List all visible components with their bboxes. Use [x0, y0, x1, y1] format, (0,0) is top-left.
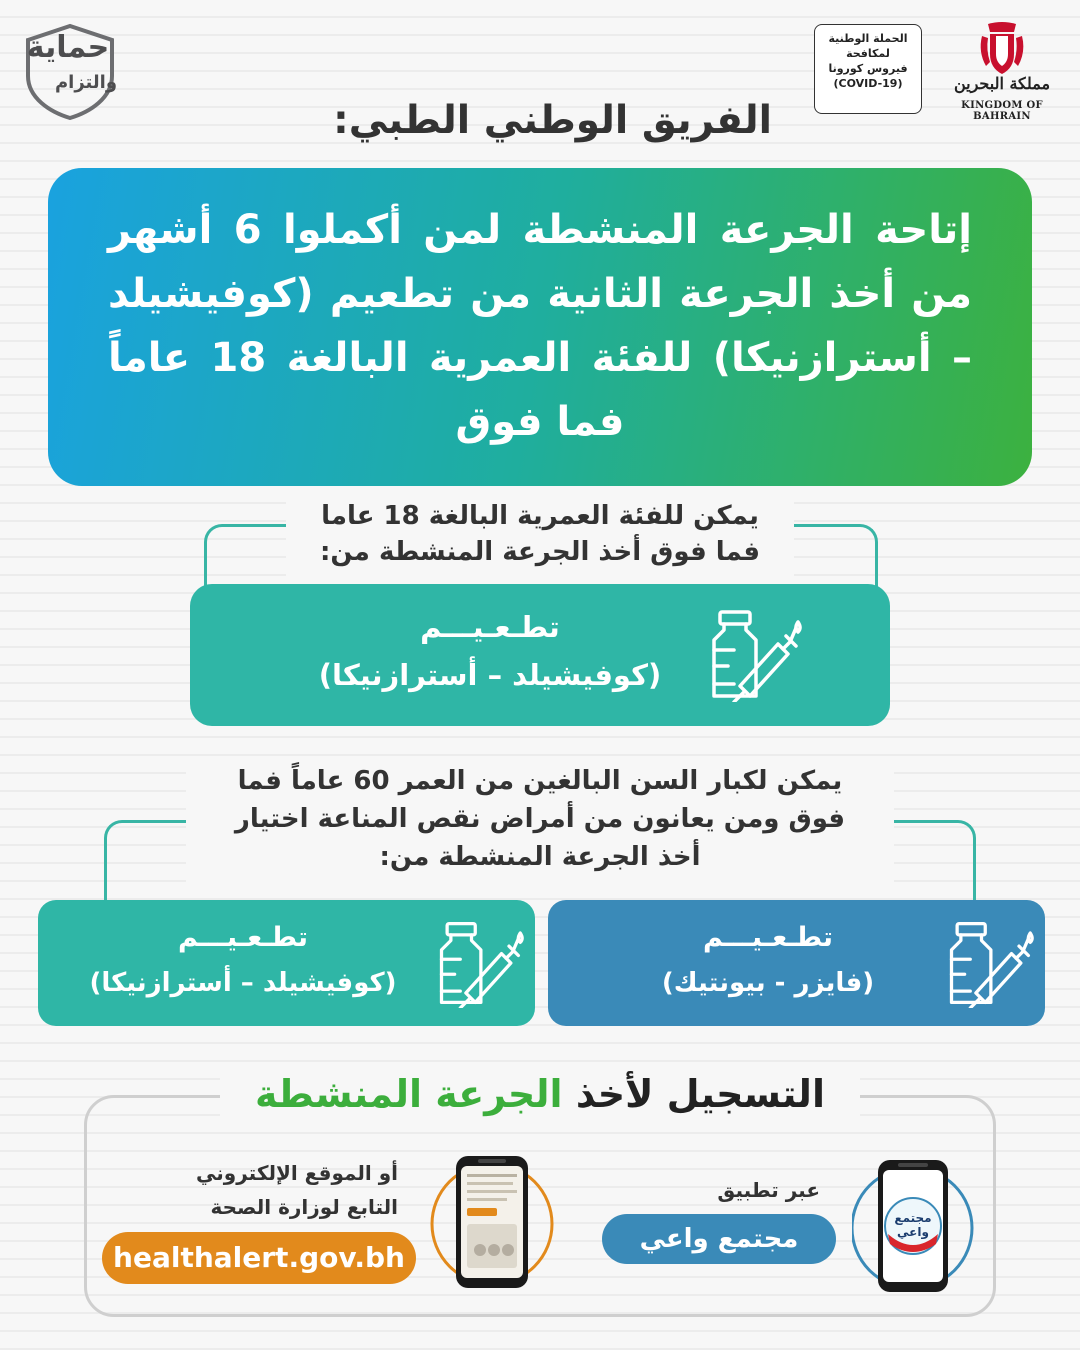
vaccine-card-astrazeneca — [38, 900, 535, 1026]
kingdom-name-ar: مملكة البحرين — [953, 74, 1051, 93]
website-label — [150, 1156, 398, 1224]
kingdom-name-en: KINGDOM OF BAHRAIN — [961, 100, 1043, 122]
group2-label-line: فوق ومن يعانون من أمراض نقص المناعة اختيار — [234, 804, 846, 834]
app-logo-text: مجتمع — [894, 1211, 932, 1225]
brand-tagline: والتزام — [54, 72, 118, 93]
vaccine-card-astrazeneca — [190, 584, 890, 726]
hero-text: إتاحة الجرعة المنشطة لمن أكملوا 6 أشهر من أخذ الجرعة الثانية من تطعيم (كوفيشيلد – أسترازنيكا) للفئة العمرية البالغة 18 عاماً فما فوق — [108, 207, 973, 445]
campaign-line: (COVID-19) — [833, 77, 903, 90]
kingdom-logo — [936, 22, 1068, 122]
brand-name: حماية — [26, 30, 110, 65]
group2-label-line: أخذ الجرعة المنشطة من: — [379, 842, 701, 872]
vaccine-card-name: (كوفيشيلد – أسترازنيكا) — [89, 968, 397, 998]
phone-icon — [430, 1152, 560, 1288]
website-link[interactable]: healthalert.gov.bh — [102, 1232, 416, 1284]
vaccine-card-name: (كوفيشيلد – أسترازنيكا) — [318, 658, 662, 692]
website-label-line: أو الموقع الإلكتروني — [196, 1161, 398, 1185]
website-label-line: التابع لوزارة الصحة — [210, 1195, 398, 1219]
registration-title-green: الجرعة المنشطة — [255, 1072, 563, 1116]
brand-logo — [20, 20, 120, 120]
app-logo-text: واعي — [897, 1225, 929, 1239]
campaign-line: الحملة الوطنية — [828, 32, 908, 45]
page-title: الفريق الوطني الطبي: — [333, 98, 772, 143]
campaign-badge — [814, 24, 922, 114]
registration-title-dark: التسجيل لأخذ — [575, 1072, 825, 1116]
bahrain-emblem-icon — [978, 22, 1026, 76]
group2-label — [186, 760, 894, 884]
campaign-line: فيروس كورونا — [828, 62, 908, 75]
group1-label — [286, 494, 794, 576]
group1-label-line: يمكن للفئة العمرية البالغة 18 عاما — [321, 501, 759, 531]
vaccine-vial-syringe-icon — [706, 606, 802, 702]
vaccine-vial-syringe-icon — [944, 918, 1034, 1008]
phone-icon — [852, 1160, 982, 1296]
vaccine-vial-syringe-icon — [434, 918, 524, 1008]
vaccine-card-name: (فايزر - بيونتيك) — [661, 968, 875, 998]
app-via-label: عبر تطبيق — [717, 1178, 820, 1202]
vaccine-card-title: تطـعـيـــم — [420, 610, 560, 644]
vaccine-card-pfizer — [548, 900, 1045, 1026]
group2-label-line: يمكن لكبار السن البالغين من العمر 60 عاماً فما — [237, 766, 843, 796]
app-name-button[interactable]: مجتمع واعي — [602, 1214, 836, 1264]
registration-title — [220, 1072, 860, 1120]
campaign-line: لمكافحة — [846, 47, 890, 60]
hero-banner — [48, 168, 1032, 486]
vaccine-card-title: تطـعـيـــم — [702, 922, 834, 953]
vaccine-card-title: تطـعـيـــم — [177, 922, 309, 953]
group1-label-line: فما فوق أخذ الجرعة المنشطة من: — [320, 537, 760, 567]
